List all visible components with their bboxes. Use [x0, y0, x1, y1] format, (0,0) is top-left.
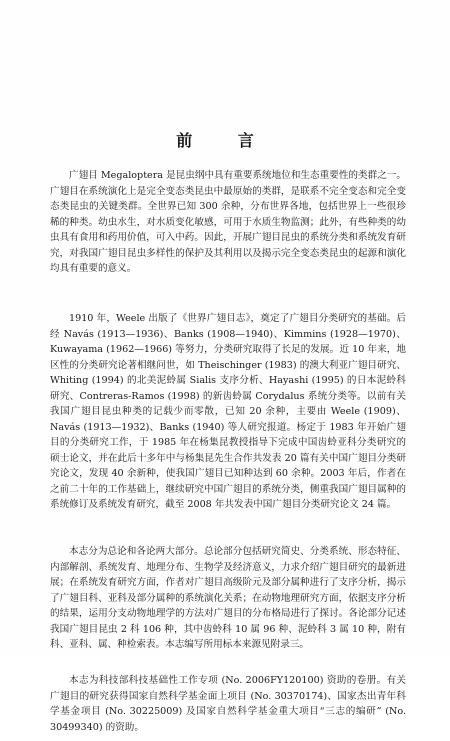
- page-title: 前 言: [176, 131, 274, 150]
- paragraph-1: 广翅目 Megaloptera 是昆虫纲中具有重要系统地位和生态重要性的类群之一。广翅目在系统演化上是完全变态类昆虫中最原始的类群，是联系不完全变态和完全变态类昆虫的关键类群。全世界已知 300 余种，分布世界各地，包括世界上一些很珍稀的种类。幼虫水生，对水质变化敏感，可用于水质生物监测；此外，有些种类的幼虫具有食用和药用价值，可入中药。因此，开展广翅目昆虫的系统分类和系统发育研究，对我国广翅目昆虫多样性的保护及其利用以及揭示完全变态类昆虫的起源和演化均具有重要的意义。: [50, 170, 406, 274]
- paragraph-2: 1910 年，Weele 出版了《世界广翅目志》，奠定了广翅目分类研究的基础。后经 Navás (1913—1936)、Banks (1908—1940)、Kimmins (1928—1970)、Kuwayama (1962—1966) 等努力，分类研究取得了长足的发展。近 10 年来，地区性的分类研究论著相继问世，如 Theischinger (1983) 的澳大利亚广翅目研究、Whiting (1994) 的北美泥蛉属 Sialis 支序分析、Hayashi (1995) 的日本泥蛉科研究、Contreras-Ramos (1998) 的新齿蛉属 Corydalus 系统分类等。以前有关我国广翅目昆虫种类的记载少而零散，已知 20 余种，主要由 Weele (1909)、Navás (1913—1932)、Banks (1940) 等人研究报道。杨定于 1983 年开始广翅目的分类研究工作，于 1985 年在杨集昆教授指导下完成中国齿蛉亚科分类研究的硕士论文，并在此后十多年中与杨集昆先生合作共发表 20 篇有关中国广翅目分类研究论文，发现 40 余新种，使我国广翅目已知种达到 60 余种。2003 年后，作者在之前二十年的工作基础上，继续研究中国广翅目的系统分类，侧重我国广翅目属种的系统修订及系统发育研究，截至 2008 年共发表中国广翅目分类研究论文 24 篇。: [50, 313, 406, 510]
- paragraph-3: 本志分为总论和各论两大部分。总论部分包括研究简史、分类系统、形态特征、内部解剖、系统发育、地理分布、生物学及经济意义，力求介绍广翅目研究的最新进展；在系统发育研究方面，作者对广翅目高级阶元及部分属种进行了支序分析，揭示了广翅目科、亚科及部分属种的系统演化关系；在动物地理研究方面，依据支序分析的结果，运用分支动物地理学的方法对广翅目的分布格局进行了探讨。各论部分记述我国广翅目昆虫 2 科 106 种，其中齿蛉科 10 属 96 种、泥蛉科 3 属 10 种，附有科、亚科、属、种检索表。本志编写所用标本来源见附录三。: [50, 546, 406, 650]
- preface-body: [50, 168, 406, 741]
- paragraph-4: 本志为科技部科技基础性工作专项 (No. 2006FY120100) 资助的卷册。有关广翅目的研究获得国家自然科学基金面上项目 (No. 30370174)、国家杰出青年科学基金项目 (No. 30225009) 及国家自然科学基金重大项目“三志的编研” (No. 30499340) 的资助。: [50, 675, 406, 733]
